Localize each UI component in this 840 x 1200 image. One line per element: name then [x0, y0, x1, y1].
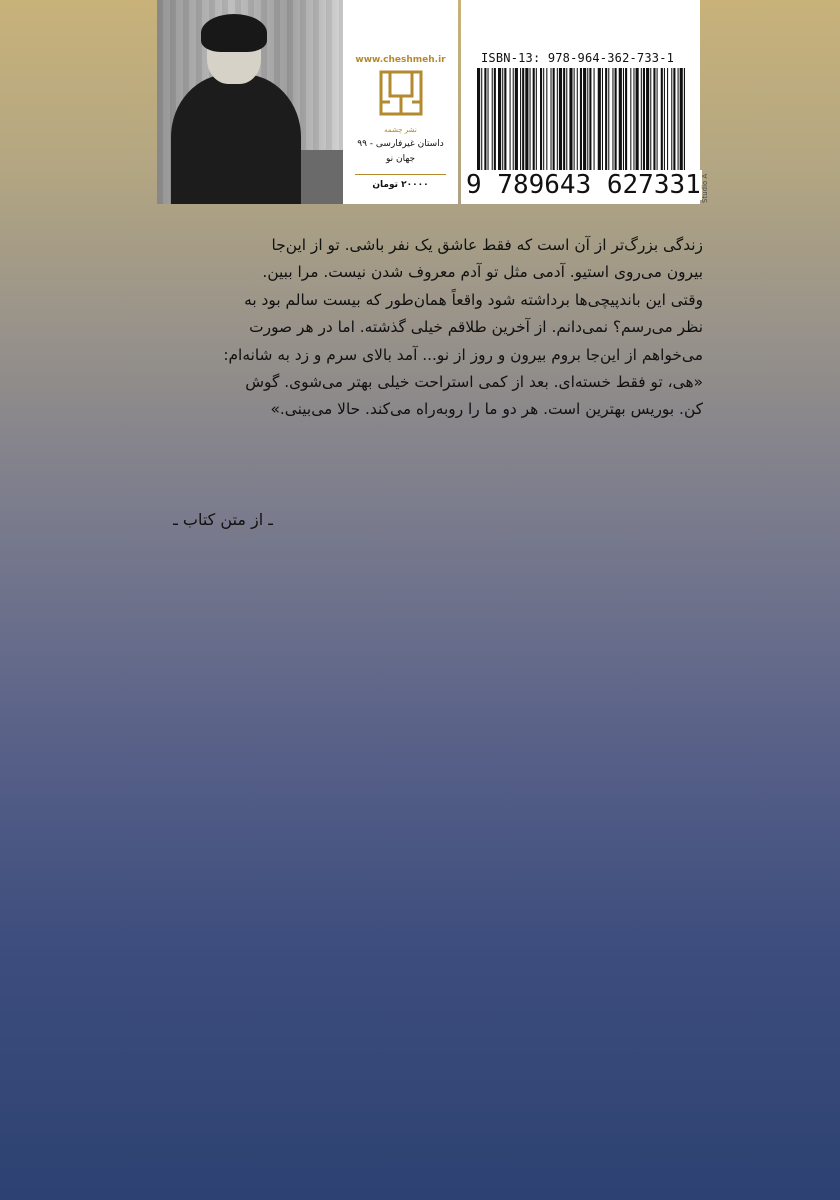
designer-credit: Studio A	[701, 173, 709, 203]
barcode-bar	[498, 68, 501, 180]
price-label: ۲۰۰۰۰ تومان	[372, 180, 429, 190]
barcode	[477, 68, 685, 180]
barcode-bar	[494, 68, 496, 180]
barcode-bar	[543, 68, 544, 180]
excerpt-source: ـ از متن کتاب ـ	[173, 510, 273, 529]
barcode-bar	[633, 68, 634, 180]
barcode-bar	[653, 68, 655, 180]
photo-figure-hair	[201, 14, 267, 52]
barcode-bar	[641, 68, 642, 180]
barcode-bar	[484, 68, 486, 180]
barcode-bar	[522, 68, 524, 180]
barcode-bar	[661, 68, 663, 180]
barcode-bar	[580, 68, 582, 180]
barcode-bar	[583, 68, 586, 180]
barcode-bar	[615, 68, 617, 180]
excerpt-line: وقتی این باندپیچی‌ها برداشته شود واقعاً همان‌طور که بیست سالم بود به	[244, 290, 703, 309]
barcode-bar	[646, 68, 649, 180]
barcode-bar	[673, 68, 675, 180]
barcode-bar	[589, 68, 591, 180]
barcode-bar	[577, 68, 578, 180]
barcode-bar	[510, 68, 511, 180]
barcode-bar	[671, 68, 672, 180]
barcode-bar	[488, 68, 489, 180]
barcode-bar	[502, 68, 503, 180]
barcode-bar	[684, 68, 685, 180]
excerpt-line: زندگی بزرگ‌تر از آن است که فقط عاشق یک نفر باشی. تو از این‌جا	[271, 236, 703, 254]
barcode-bar	[650, 68, 651, 180]
barcode-bar	[598, 68, 601, 180]
barcode-bar	[540, 68, 542, 180]
barcode-bar	[533, 68, 535, 180]
barcode-bar	[557, 68, 558, 180]
barcode-bar	[605, 68, 607, 180]
barcode-bar	[608, 68, 609, 180]
excerpt-line: بیرون می‌روی استیو. آدمی مثل تو آدم معروف شدن نیست. مرا ببین.	[262, 263, 703, 282]
barcode-bar	[551, 68, 552, 180]
barcode-bar	[623, 68, 624, 180]
barcode-bar	[566, 68, 567, 180]
barcode-bar	[513, 68, 514, 180]
barcode-bar	[477, 68, 480, 180]
barcode-bar	[569, 68, 572, 180]
barcode-digits: 9 789643 627331	[466, 170, 701, 200]
barcode-bar	[643, 68, 645, 180]
barcode-bar	[520, 68, 521, 180]
barcode-bar	[602, 68, 603, 180]
barcode-bar	[563, 68, 565, 180]
barcode-bar	[625, 68, 627, 180]
barcode-bar	[680, 68, 683, 180]
barcode-bar	[612, 68, 613, 180]
isbn-label: ISBN-13: 978-964-362-733-1	[481, 51, 675, 65]
barcode-bar	[546, 68, 547, 180]
publisher-logo-icon	[379, 70, 423, 116]
excerpt-line: کن. بوریس بهترین است. هر دو ما را روبه‌راه می‌کند. حالا می‌بینی.»	[270, 400, 703, 419]
barcode-bar	[667, 68, 668, 180]
barcode-bar	[536, 68, 537, 180]
barcode-bar	[525, 68, 528, 180]
publisher-panel	[343, 0, 458, 204]
barcode-bar	[492, 68, 493, 180]
barcode-bar	[574, 68, 575, 180]
publisher-name: نشر چشمه	[384, 126, 417, 134]
series-label: داستان غیرفارسی - ۹۹	[357, 139, 444, 149]
barcode-bar	[504, 68, 506, 180]
barcode-panel	[461, 0, 700, 204]
barcode-bar	[587, 68, 588, 180]
author-photo	[157, 0, 343, 204]
photo-figure-body	[171, 74, 301, 204]
excerpt-line: نظر می‌رسم؟ نمی‌دانم. از آخرین طلاقم خیلی گذشته. اما در هر صورت	[249, 318, 703, 337]
barcode-bar	[630, 68, 631, 180]
barcode-bar	[636, 68, 639, 180]
barcode-bar	[664, 68, 665, 180]
barcode-bar	[559, 68, 562, 180]
barcode-bar	[657, 68, 658, 180]
excerpt-line: می‌خواهم از این‌جا بروم بیرون و روز از نو... آمد بالای سرم و زد به شانه‌ام:	[223, 345, 703, 364]
barcode-bar	[619, 68, 622, 180]
excerpt-text	[143, 232, 703, 424]
barcode-bar	[678, 68, 679, 180]
barcode-bar	[594, 68, 595, 180]
subseries-label: جهان نو	[385, 154, 416, 164]
barcode-bar	[530, 68, 531, 180]
excerpt-line: «هی، تو فقط خسته‌ای. بعد از کمی استراحت خیلی بهتر می‌شوی. گوش	[245, 373, 703, 392]
barcode-bar	[481, 68, 482, 180]
barcode-bar	[515, 68, 518, 180]
price-divider	[355, 174, 446, 175]
barcode-bar	[553, 68, 555, 180]
publisher-url[interactable]: www.cheshmeh.ir	[355, 55, 446, 65]
